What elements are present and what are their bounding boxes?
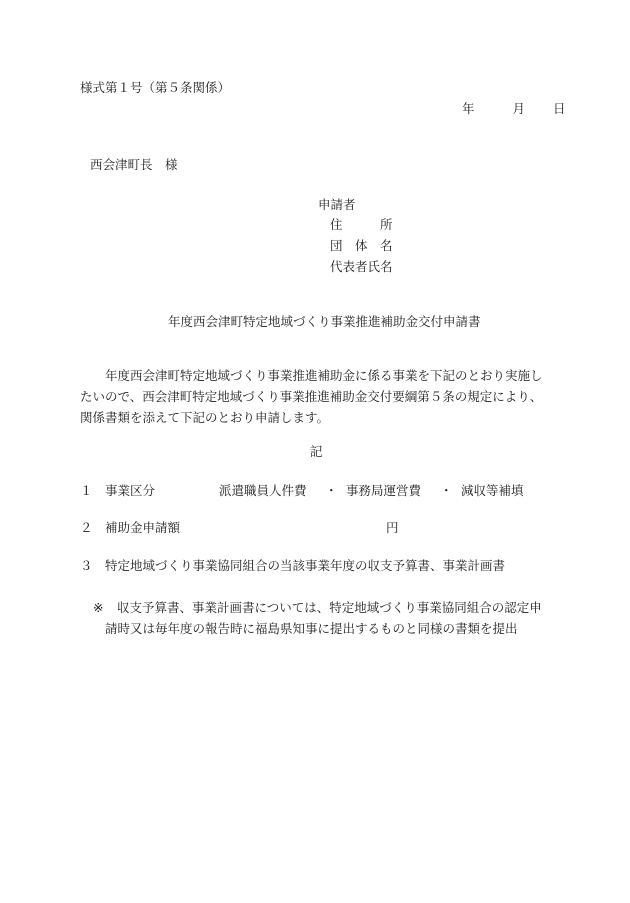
applicant-address-label: 住 所 [330,217,393,232]
note-text-1: 収支予算書、事業計画書については、特定地域づくり事業協同組合の認定申 [117,600,542,615]
item-1-separator: ・ [325,483,338,498]
item-3-number: ３ [80,558,93,573]
body-line-2: たいので、西会津町特定地域づくり事業推進補助金交付要綱第５条の規定により、 [80,389,543,404]
item-1-option-compensation: 減収等補填 [461,483,524,498]
form-number-label: 様式第１号（第５条関係） [80,80,231,95]
note [93,597,553,639]
item-1-option-office: 事務局運営費 [346,483,422,498]
item-1-option-personnel: 派遣職員人件費 [219,483,307,498]
ki-heading: 記 [310,444,323,459]
body-paragraph [80,365,554,428]
item-3-label: 特定地域づくり事業協同組合の当該事業年度の収支予算書、事業計画書 [105,558,506,573]
note-line-2: 請時又は毎年度の報告時に福島県知事に提出するものと同様の書類を提出 [105,621,518,636]
date-month: 月 [512,101,526,116]
applicant-representative-label: 代表者氏名 [330,259,393,274]
item-1-number: １ [80,483,93,498]
date-year: 年 [462,101,475,116]
addressee: 西会津町長 様 [90,157,178,172]
body-line-1: 年度西会津町特定地域づくり事業推進補助金に係る事業を下記のとおり実施し [105,368,543,383]
item-2-unit: 円 [386,520,399,535]
item-1-separator: ・ [440,483,453,498]
note-mark: ※ [93,600,104,615]
date-day: 日 [553,101,566,116]
item-2-number: ２ [80,520,93,535]
note-line-1 [93,597,553,618]
item-2-label: 補助金申請額 [105,520,181,535]
document-title: 年度西会津町特定地域づくり事業推進補助金交付申請書 [168,314,481,329]
applicant-group-label: 団 体 名 [330,238,393,253]
date-line [462,100,566,118]
item-1-label: 事業区分 [105,483,156,498]
body-line-3: 関係書類を添えて下記のとおり申請します。 [80,410,330,425]
applicant-heading: 申請者 [318,197,356,212]
